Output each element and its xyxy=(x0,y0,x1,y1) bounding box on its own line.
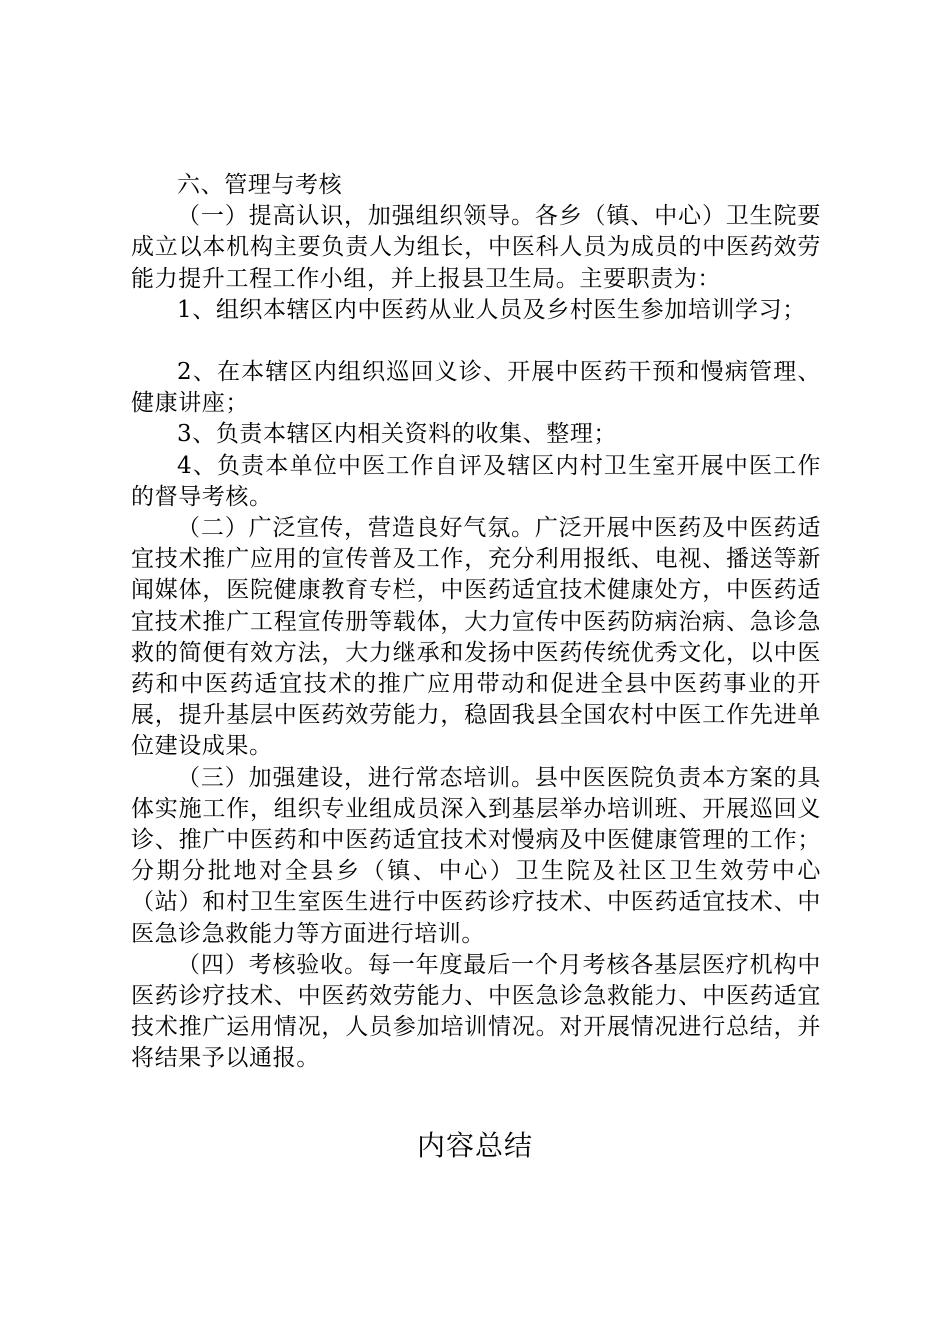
summary-title: 内容总结 xyxy=(416,1129,533,1162)
duty-item-3: 3、负责本辖区内相关资料的收集、整理； xyxy=(177,421,618,448)
paragraph-publicity: （二）广泛宣传，营造良好气氛。广泛开展中医药及中医药适宜技术推广应用的宣传普及工作，充分利用报纸、电视、播送等新闻媒体，医院健康教育专栏，中医药适宜技术健康处方，中医药适宜技术推广工程宣传册等载体，大力宣传中医药防病治病、急诊急救的简便有效方法，大力继承和发扬中医药传统优秀文化，以中医药和中医药适宜技术的推广应用带动和促进全县中医药事业的开展，提升基层中医药效劳能力，稳固我县全国农村中医工作先进单位建设成果。 xyxy=(131,515,821,760)
paragraph-organization: （一）提高认识，加强组织领导。各乡（镇、中心）卫生院要成立以本机构主要负责人为组长，中医科人员为成员的中医药效劳能力提升工程工作小组，并上报县卫生局。主要职责为： xyxy=(131,203,821,292)
duty-item-1: 1、组织本辖区内中医药从业人员及乡村医生参加培训学习； xyxy=(177,296,806,323)
paragraph-assessment: （四）考核验收。每一年度最后一个月考核各基层医疗机构中医药诊疗技术、中医药效劳能力、中医急诊急救能力、中医药适宜技术推广运用情况，人员参加培训情况。对开展情况进行总结，并将结果予以通报。 xyxy=(131,951,821,1072)
section-heading: 六、管理与考核 xyxy=(177,172,343,198)
paragraph-training: （三）加强建设，进行常态培训。县中医医院负责本方案的具体实施工作，组织专业组成员深入到基层举办培训班、开展巡回义诊、推广中医药和中医药适宜技术对慢病及中医健康管理的工作；分期分批地对全县乡（镇、中心）卫生院及社区卫生效劳中心（站）和村卫生室医生进行中医药诊疗技术、中医药适宜技术、中医急诊急救能力等方面进行培训。 xyxy=(131,764,821,947)
duty-item-4: 4、负责本单位中医工作自评及辖区内村卫生室开展中医工作的督导考核。 xyxy=(131,452,821,510)
duty-item-2: 2、在本辖区内组织巡回义诊、开展中医药干预和慢病管理、健康讲座； xyxy=(131,359,821,417)
document-body xyxy=(131,170,821,1075)
